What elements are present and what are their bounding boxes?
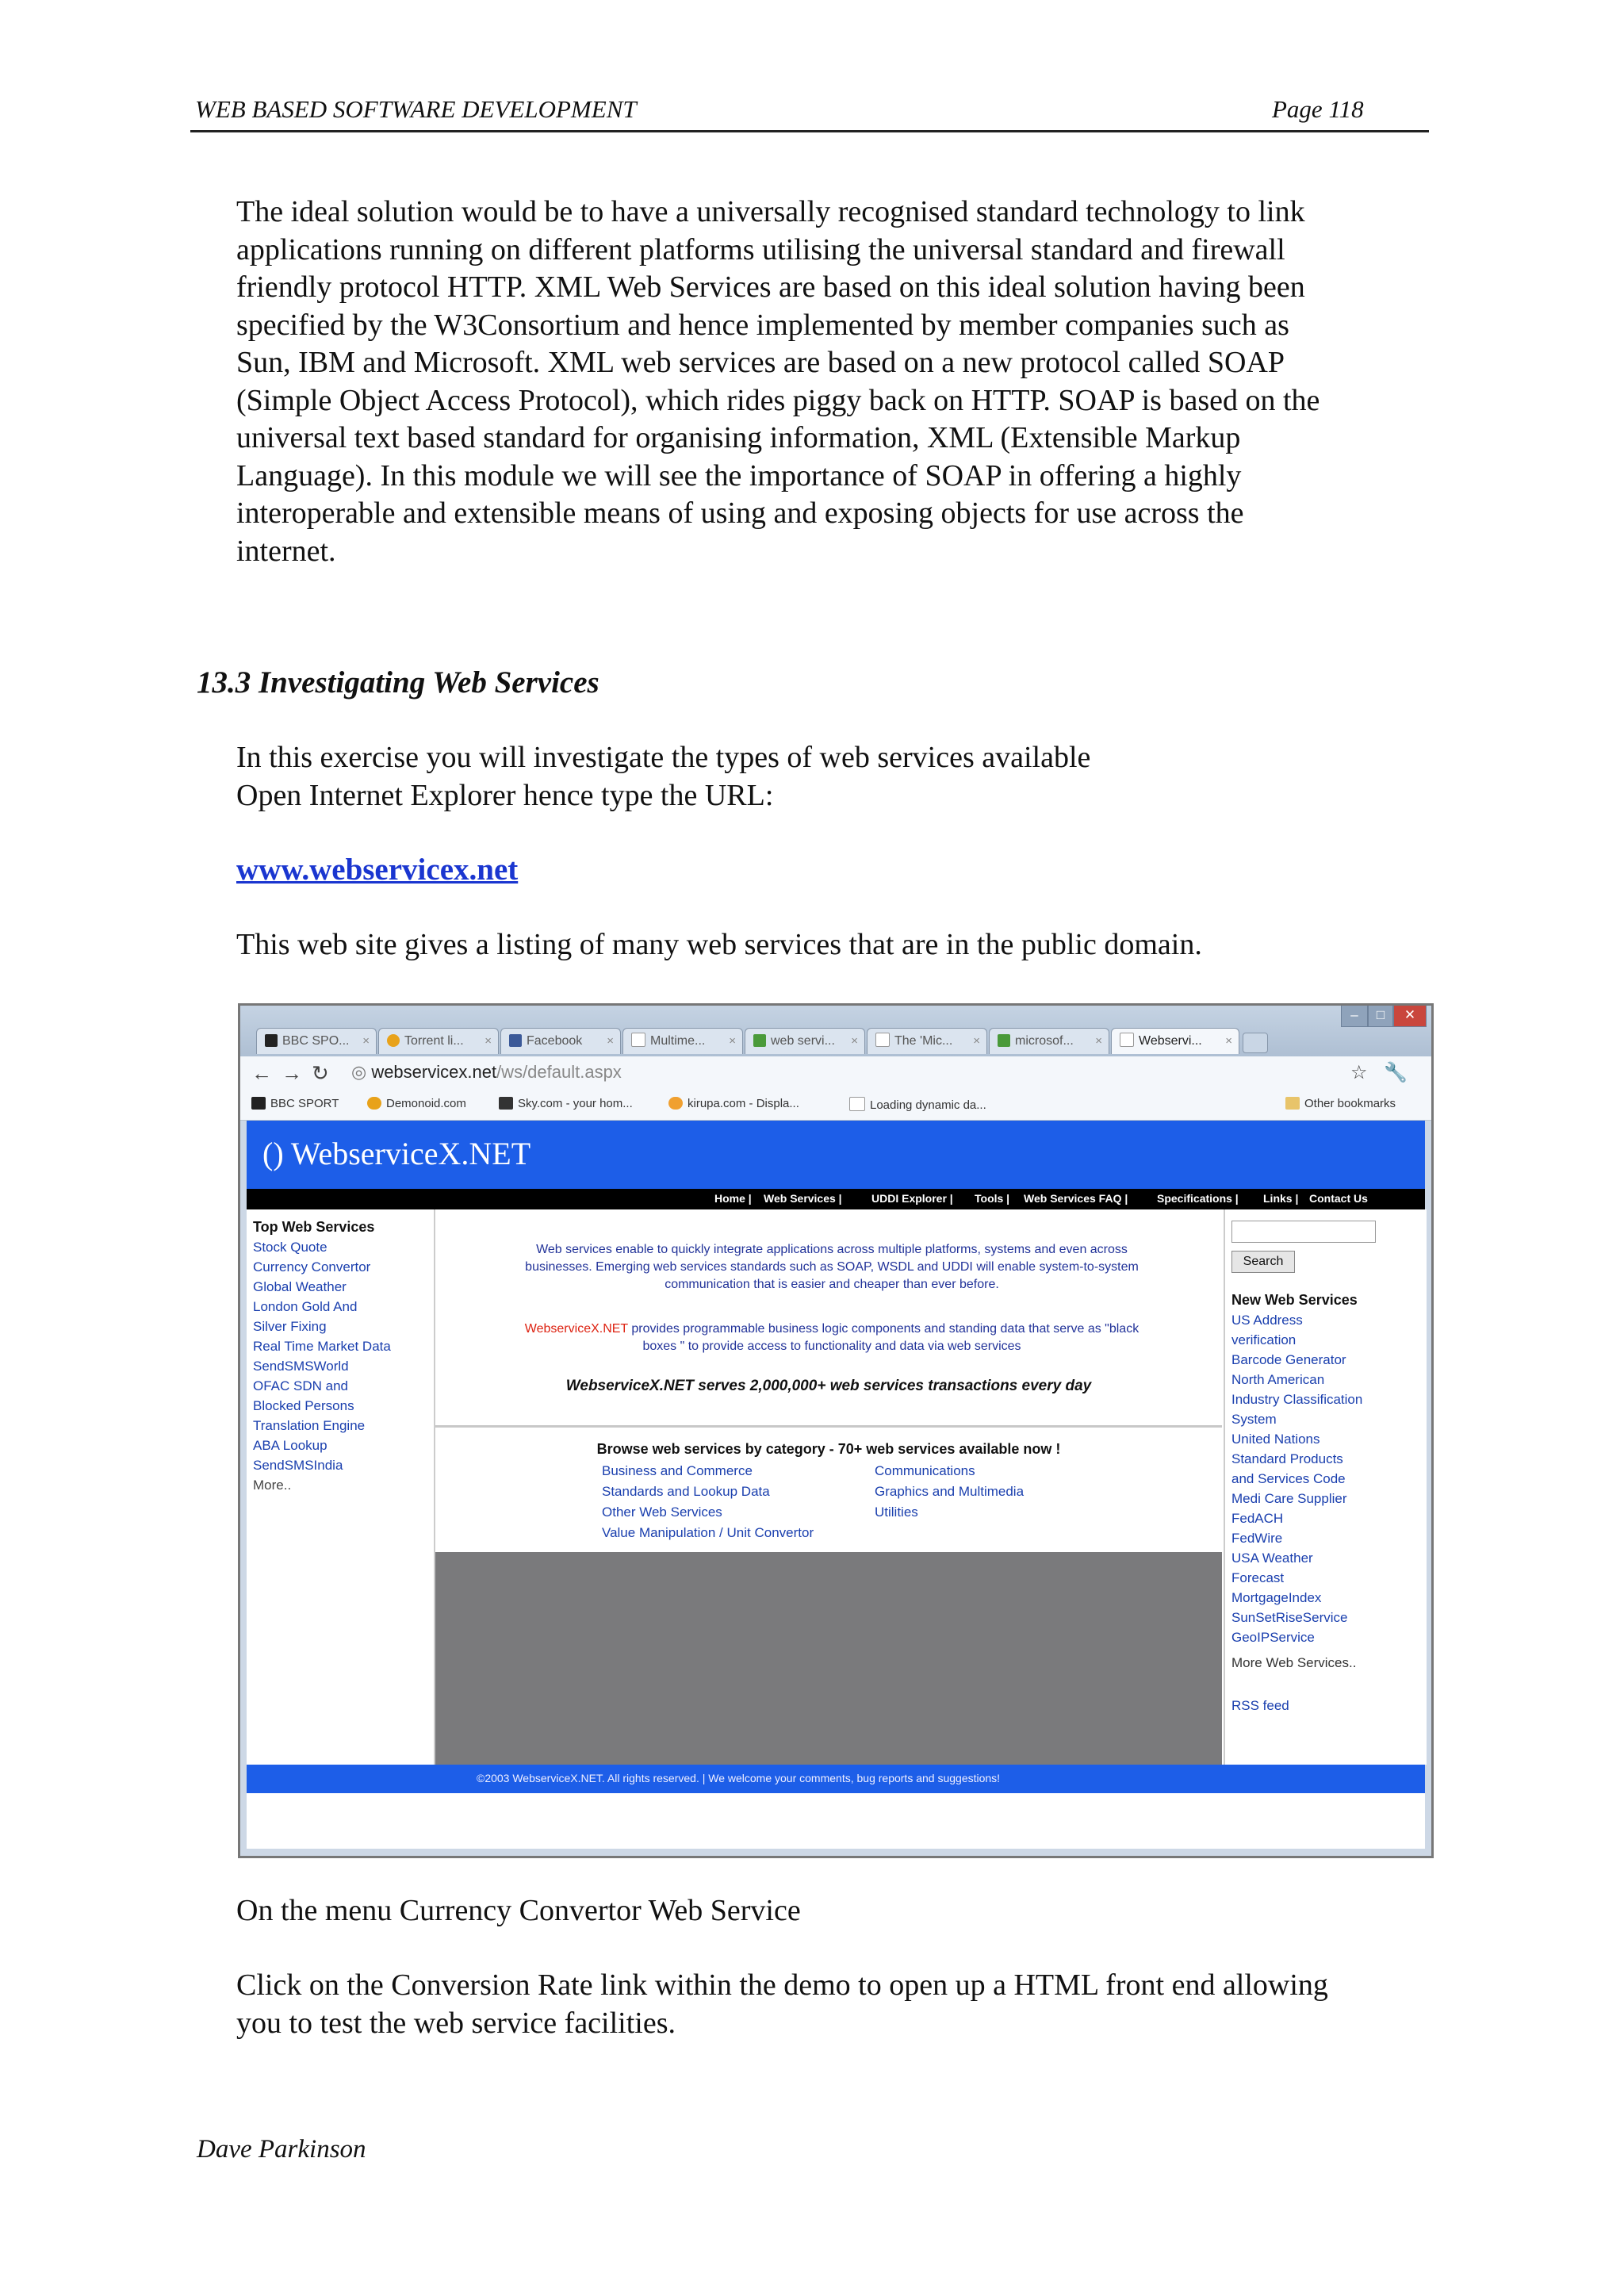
- instruction-step-1: On the menu Currency Convertor Web Service: [236, 1894, 801, 1927]
- new-service-link[interactable]: US Address: [1231, 1313, 1303, 1328]
- new-service-link[interactable]: FedWire: [1231, 1531, 1283, 1546]
- new-service-link[interactable]: Barcode Generator: [1231, 1352, 1346, 1367]
- new-services-heading: New Web Services: [1231, 1292, 1358, 1308]
- new-service-link[interactable]: and Services Code: [1231, 1471, 1346, 1486]
- top-web-services-sidebar: [247, 1209, 435, 1765]
- exercise-intro: [236, 739, 1434, 815]
- search-button[interactable]: Search: [1231, 1251, 1295, 1273]
- url-path: /ws/default.aspx: [496, 1062, 622, 1082]
- sidebar-item[interactable]: Silver Fixing: [253, 1319, 327, 1334]
- category-link[interactable]: Business and Commerce: [602, 1463, 753, 1478]
- category-link[interactable]: Communications: [875, 1463, 975, 1478]
- sidebar-item[interactable]: Global Weather: [253, 1279, 347, 1294]
- browser-screenshot: [238, 1003, 1434, 1858]
- page-icon: [631, 1033, 645, 1047]
- paragraph-line: Sun, IBM and Microsoft. XML web services are based on a new protocol called SOAP: [236, 346, 1285, 379]
- bookmark-sky[interactable]: Sky.com - your hom...: [499, 1097, 633, 1110]
- page-icon: [875, 1033, 890, 1047]
- sidebar-item[interactable]: London Gold And: [253, 1299, 358, 1314]
- sidebar-heading: Top Web Services: [253, 1219, 375, 1235]
- page-icon: [1120, 1033, 1134, 1047]
- rss-feed-link[interactable]: RSS feed: [1231, 1698, 1289, 1713]
- site-description: This web site gives a listing of many web services that are in the public domain.: [236, 928, 1202, 961]
- sidebar-item[interactable]: OFAC SDN and: [253, 1378, 348, 1393]
- logo-brackets-icon: (): [262, 1136, 291, 1171]
- site-top-nav: [247, 1189, 1425, 1209]
- close-tab-icon[interactable]: ×: [485, 1034, 492, 1048]
- paragraph-line: universal text based standard for organising information, XML (Extensible Markup: [236, 421, 1241, 454]
- google-icon: [998, 1034, 1010, 1047]
- category-link[interactable]: Graphics and Multimedia: [875, 1484, 1025, 1499]
- grey-content-area: [435, 1552, 1222, 1765]
- nav-home[interactable]: Home |: [714, 1192, 752, 1205]
- site-tagline: WebserviceX.NET serves 2,000,000+ web services transactions every day: [565, 1378, 1092, 1394]
- sidebar-item[interactable]: Blocked Persons: [253, 1398, 354, 1413]
- site-footer: [247, 1765, 1425, 1793]
- bookmark-kirupa[interactable]: kirupa.com - Displa...: [668, 1097, 799, 1110]
- torrent-icon: [387, 1034, 400, 1047]
- wrench-icon[interactable]: 🔧: [1384, 1062, 1408, 1083]
- more-web-services-link[interactable]: More Web Services..: [1231, 1655, 1357, 1670]
- star-icon[interactable]: ☆: [1350, 1062, 1368, 1083]
- sidebar-item[interactable]: ABA Lookup: [253, 1438, 327, 1453]
- new-service-link[interactable]: SunSetRiseService: [1231, 1610, 1348, 1625]
- new-service-link[interactable]: FedACH: [1231, 1511, 1284, 1526]
- new-tab-button[interactable]: [1243, 1033, 1268, 1053]
- footer-author: Dave Parkinson: [197, 2135, 366, 2164]
- brand-name: WebserviceX.NET: [524, 1322, 628, 1336]
- nav-web-services[interactable]: Web Services |: [764, 1192, 842, 1205]
- back-arrow-icon[interactable]: ←: [251, 1061, 272, 1085]
- new-web-services-sidebar: [1224, 1209, 1427, 1765]
- maximize-icon[interactable]: □: [1368, 1006, 1393, 1027]
- sidebar-item[interactable]: Stock Quote: [253, 1240, 327, 1255]
- bbc-icon: [265, 1034, 278, 1047]
- bookmarks-bar: [240, 1090, 1431, 1121]
- site-banner: [247, 1121, 1425, 1189]
- site-provides: WebserviceX.NET provides programmable business logic components and standing data that serve as "black boxes " to provide access to functionality and data via web services: [524, 1322, 1139, 1353]
- category-link[interactable]: Standards and Lookup Data: [602, 1484, 770, 1499]
- sidebar-more[interactable]: More..: [253, 1478, 292, 1493]
- browse-heading: Browse web services by category - 70+ web services available now !: [596, 1441, 1061, 1457]
- browser-tab[interactable]: Facebook ×: [500, 1028, 621, 1054]
- category-link[interactable]: Other Web Services: [602, 1504, 722, 1520]
- instruction-step-2: Click on the Conversion Rate link within the demo to open up a HTML front end allowing you to test the web service facilities.: [236, 1968, 1328, 2040]
- nav-uddi-explorer[interactable]: UDDI Explorer |: [871, 1192, 953, 1205]
- divider: [435, 1425, 1222, 1428]
- category-link[interactable]: Utilities: [875, 1504, 918, 1520]
- nav-specifications[interactable]: Specifications |: [1157, 1192, 1239, 1205]
- close-tab-icon[interactable]: ×: [851, 1034, 858, 1048]
- webservicex-link[interactable]: www.webservicex.net: [236, 853, 519, 887]
- webpage: [247, 1121, 1425, 1849]
- intro-paragraph: [236, 194, 1434, 570]
- sky-icon: [499, 1097, 513, 1110]
- new-service-link[interactable]: MortgageIndex: [1231, 1590, 1322, 1605]
- folder-icon: [1285, 1097, 1300, 1110]
- nav-web-services-faq[interactable]: Web Services FAQ |: [1024, 1192, 1128, 1205]
- close-tab-icon[interactable]: ×: [973, 1034, 980, 1048]
- new-service-link[interactable]: GeoIPService: [1231, 1630, 1315, 1645]
- nav-tools[interactable]: Tools |: [975, 1192, 1010, 1205]
- sidebar-item[interactable]: Currency Convertor: [253, 1259, 371, 1274]
- kirupa-icon: [668, 1097, 683, 1110]
- section-heading: 13.3 Investigating Web Services: [197, 665, 599, 700]
- browser-tab[interactable]: microsof... ×: [989, 1028, 1109, 1054]
- page-number: Page 118: [1272, 95, 1364, 123]
- bbc-icon: [251, 1097, 266, 1110]
- paragraph-line: The ideal solution would be to have a universally recognised standard technology to link: [236, 195, 1305, 228]
- sidebar-item[interactable]: SendSMSWorld: [253, 1359, 349, 1374]
- new-service-link[interactable]: System: [1231, 1412, 1277, 1427]
- site-logo[interactable]: () WebserviceX.NET: [262, 1136, 531, 1171]
- close-tab-icon[interactable]: ×: [729, 1034, 736, 1048]
- paragraph-line: specified by the W3Consortium and hence implemented by member companies such as: [236, 308, 1289, 342]
- category-link[interactable]: Value Manipulation / Unit Convertor: [602, 1525, 814, 1540]
- browser-tab[interactable]: Torrent li... ×: [378, 1028, 499, 1054]
- new-service-link[interactable]: United Nations: [1231, 1432, 1320, 1447]
- running-header: [190, 94, 1429, 132]
- address-bar[interactable]: [351, 1060, 1327, 1084]
- new-service-link[interactable]: Medi Care Supplier: [1231, 1491, 1347, 1506]
- other-bookmarks[interactable]: Other bookmarks: [1285, 1097, 1396, 1110]
- nav-links[interactable]: Links |: [1263, 1192, 1299, 1205]
- close-window-icon[interactable]: ✕: [1393, 1006, 1427, 1027]
- globe-icon: ◎: [351, 1062, 372, 1082]
- paragraph-line: internet.: [236, 534, 336, 568]
- navigation-bar: [240, 1056, 1431, 1090]
- paragraph-line: Language). In this module we will see the importance of SOAP in offering a highly: [236, 458, 1242, 493]
- new-service-link[interactable]: Industry Classification: [1231, 1392, 1363, 1407]
- new-service-link[interactable]: Standard Products: [1231, 1451, 1343, 1466]
- intro-line: In this exercise you will investigate the types of web services available: [236, 741, 1091, 774]
- paragraph-line: friendly protocol HTTP. XML Web Services are based on this ideal solution having been: [236, 270, 1305, 304]
- paragraph-line: applications running on different platforms utilising the universal standard and firewall: [236, 232, 1285, 266]
- new-service-link[interactable]: verification: [1231, 1332, 1297, 1347]
- document-title: WEB BASED SOFTWARE DEVELOPMENT: [195, 95, 637, 123]
- new-service-link[interactable]: North American: [1231, 1372, 1325, 1387]
- browser-tab[interactable]: The 'Mic... ×: [867, 1028, 987, 1054]
- sidebar-item[interactable]: Translation Engine: [253, 1418, 366, 1433]
- browser-tab[interactable]: web servi... ×: [745, 1028, 865, 1054]
- bookmark-demonoid[interactable]: Demonoid.com: [367, 1097, 466, 1110]
- facebook-icon: [509, 1034, 522, 1047]
- reload-icon[interactable]: ↻: [312, 1061, 329, 1085]
- paragraph-line: (Simple Object Access Protocol), which rides piggy back on HTTP. SOAP is based on the: [236, 383, 1320, 417]
- new-service-link[interactable]: Forecast: [1231, 1570, 1285, 1585]
- url-host: webservicex.net: [371, 1062, 497, 1082]
- intro-line: Open Internet Explorer hence type the URL:: [236, 778, 774, 812]
- minimize-icon[interactable]: –: [1341, 1006, 1368, 1027]
- sidebar-item[interactable]: SendSMSIndia: [253, 1458, 343, 1473]
- close-tab-icon[interactable]: ×: [1225, 1034, 1232, 1048]
- demonoid-icon: [367, 1097, 381, 1110]
- browser-tab[interactable]: BBC SPO... ×: [256, 1028, 377, 1054]
- search-input[interactable]: [1231, 1221, 1376, 1243]
- google-icon: [753, 1034, 766, 1047]
- nav-contact-us[interactable]: Contact Us: [1309, 1192, 1368, 1205]
- bookmark-loading[interactable]: Loading dynamic da...: [849, 1097, 986, 1112]
- new-service-link[interactable]: USA Weather: [1231, 1550, 1313, 1566]
- sidebar-item[interactable]: Real Time Market Data: [253, 1339, 391, 1354]
- forward-arrow-icon[interactable]: →: [282, 1061, 302, 1085]
- tab-strip: [240, 1006, 1431, 1056]
- browser-tab-active[interactable]: Webservi... ×: [1111, 1028, 1239, 1054]
- copyright-text: ©2003 WebserviceX.NET. All rights reserved. | We welcome your comments, bug reports and suggestions!: [477, 1772, 1001, 1784]
- bookmark-bbc-sport[interactable]: BBC SPORT: [251, 1097, 339, 1110]
- main-content: [435, 1209, 1222, 1765]
- browser-tab[interactable]: Multime... ×: [622, 1028, 743, 1054]
- site-intro: Web services enable to quickly integrate applications across multiple platforms, systems and even across businesses. Emerging web services standards such as SOAP, WSDL and UDDI will enable system-to-system communication that is easier and cheaper than ever before.: [525, 1243, 1139, 1291]
- close-tab-icon[interactable]: ×: [607, 1034, 614, 1048]
- close-tab-icon[interactable]: ×: [1095, 1034, 1102, 1048]
- paragraph-line: interoperable and extensible means of using and exposing objects for use across the: [236, 496, 1244, 530]
- page-icon: [849, 1097, 865, 1111]
- close-tab-icon[interactable]: ×: [362, 1034, 370, 1048]
